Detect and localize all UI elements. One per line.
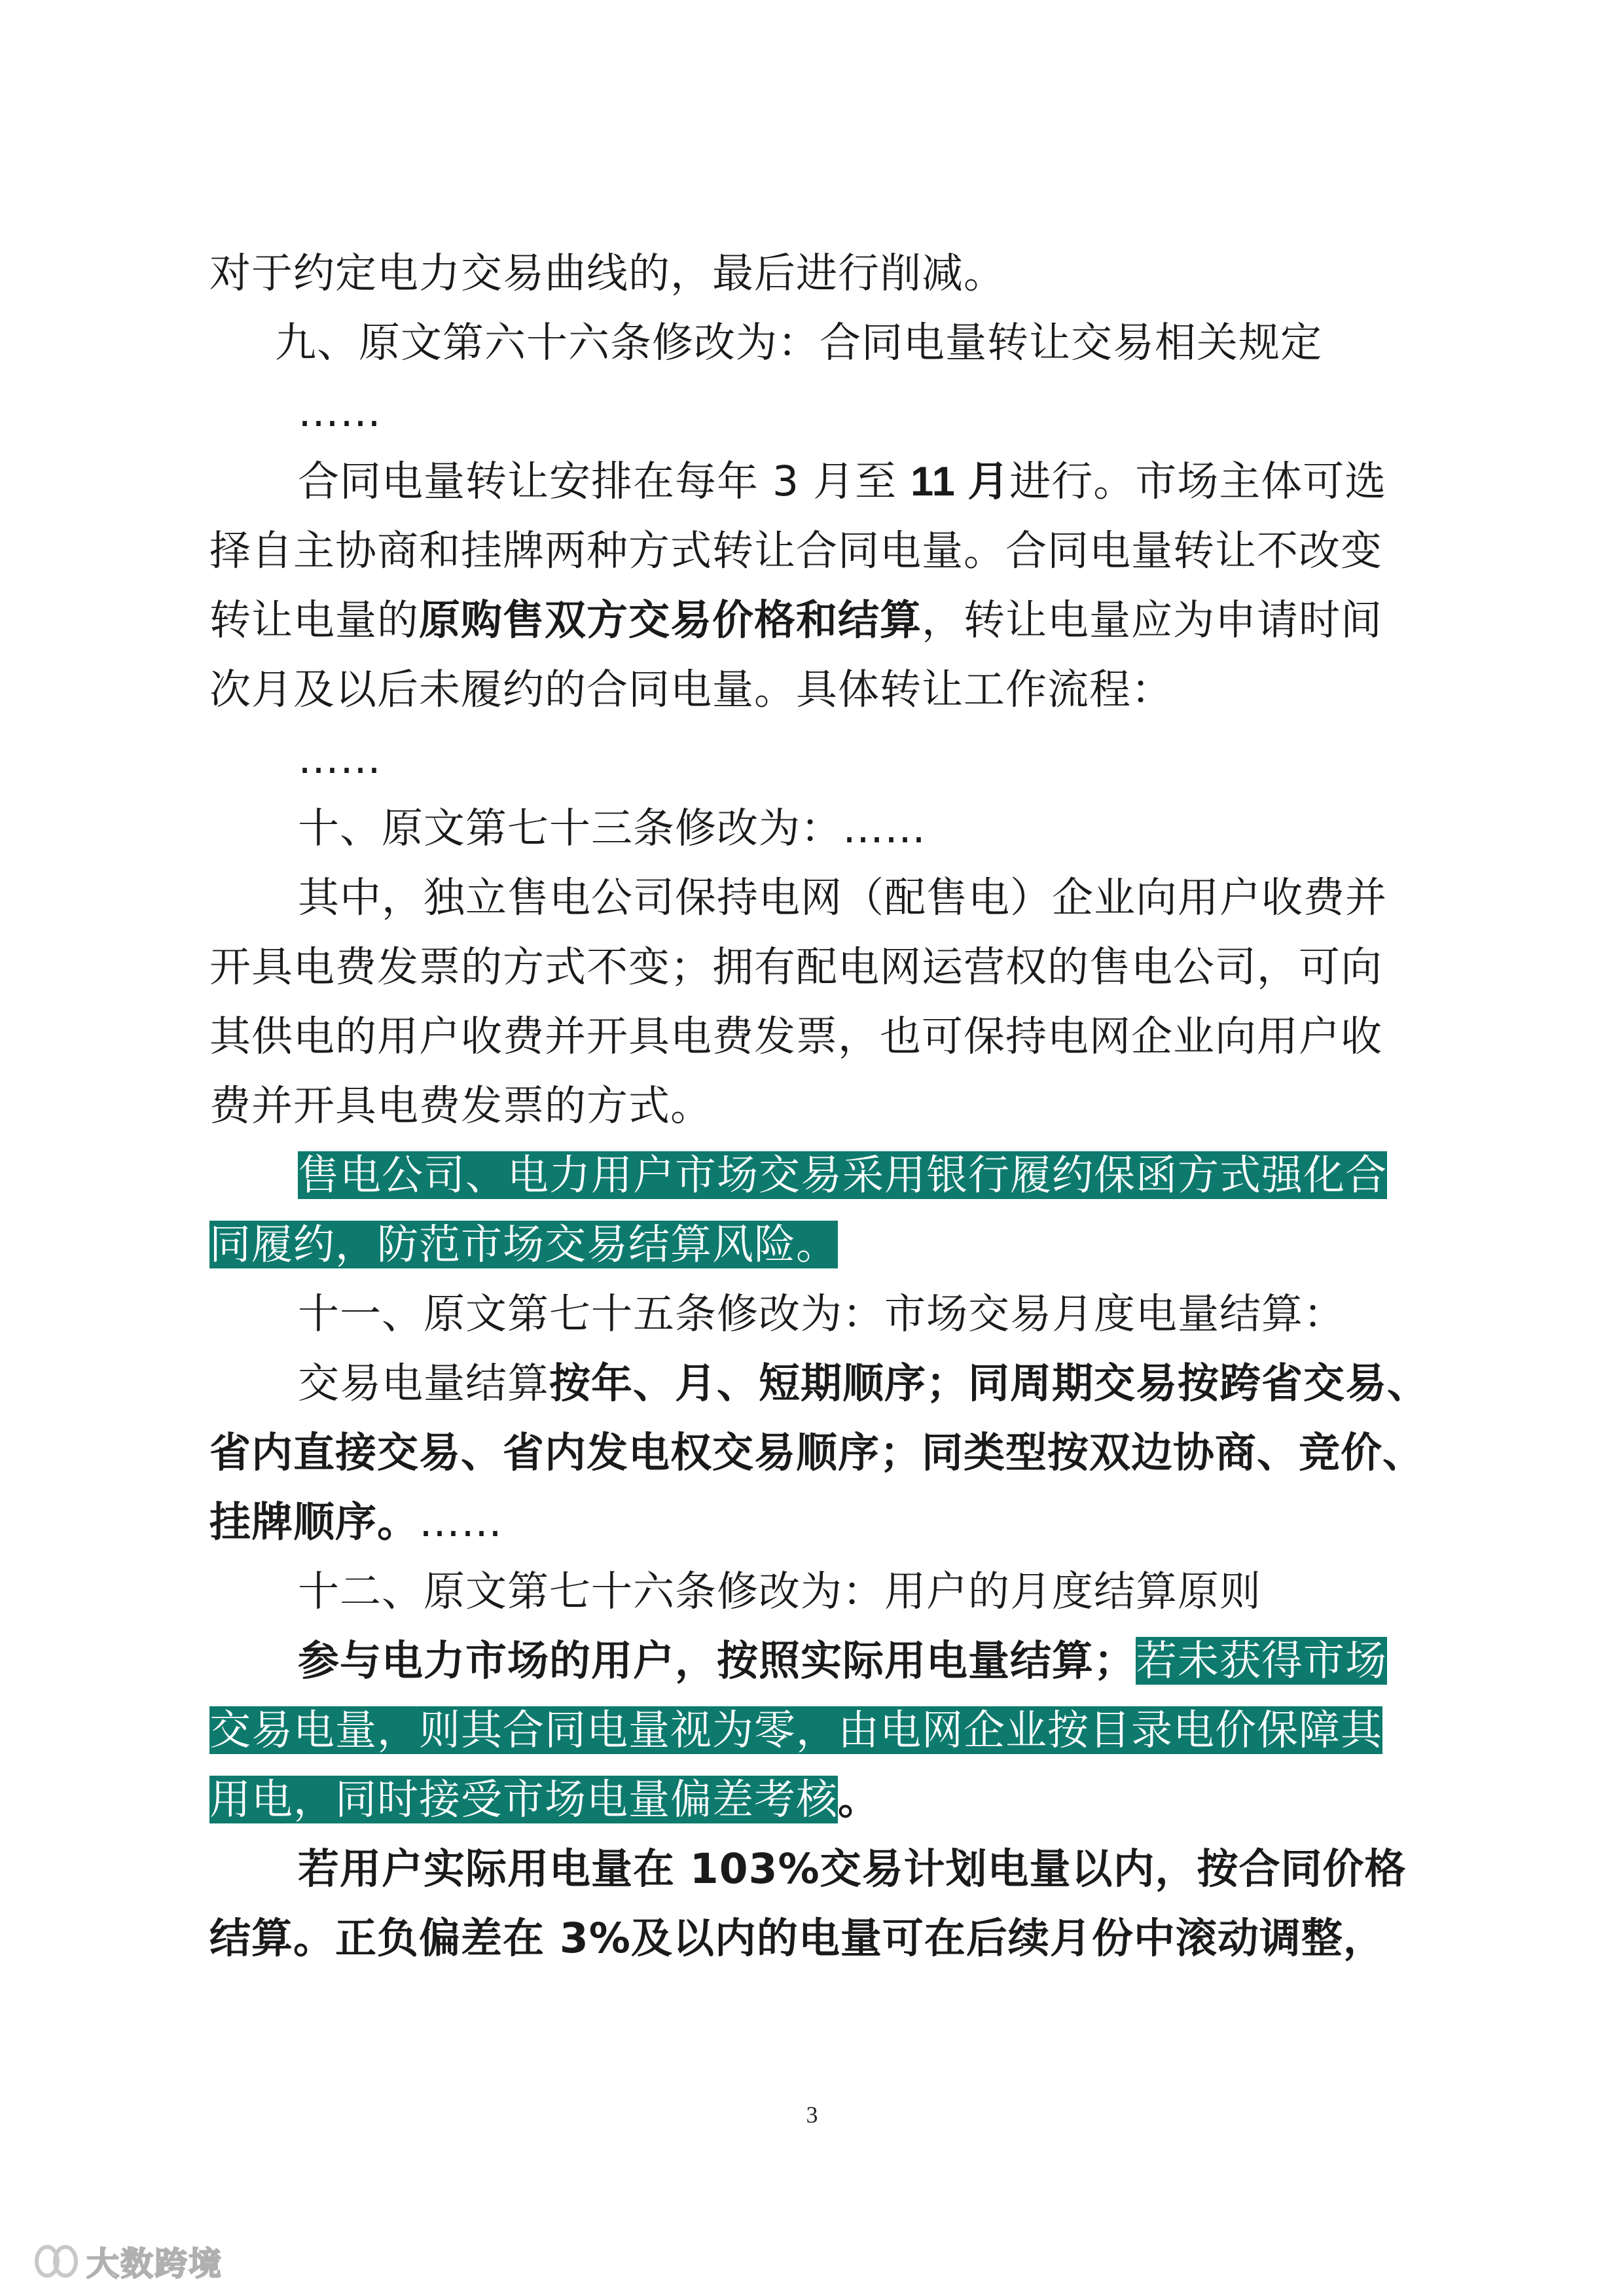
paragraph-line: 费并开具电费发票的方式。 — [209, 1082, 712, 1130]
paragraph-line: 次月及以后未履约的合同电量。具体转让工作流程： — [209, 666, 1173, 713]
paragraph-line: 转让电量的原购售双方交易价格和结算，转让电量应为申请时间 — [209, 596, 1382, 644]
paragraph-line: 其供电的用户收费并开具电费发票，也可保持电网企业向用户收 — [209, 1013, 1382, 1060]
section-heading: 十、原文第七十三条修改为：…… — [298, 804, 926, 852]
watermark-logo-icon — [33, 2241, 80, 2282]
section-heading: 九、原文第六十六条修改为：合同电量转让交易相关规定 — [275, 319, 1322, 367]
highlighted-line: 售电公司、电力用户市场交易采用银行履约保函方式强化合 — [298, 1151, 1387, 1199]
watermark-text: 大数跨境 — [86, 2245, 223, 2283]
page-number: 3 — [806, 2102, 818, 2128]
paragraph-line: 参与电力市场的用户，按照实际用电量结算；若未获得市场 — [298, 1637, 1387, 1685]
paragraph-line: 其中，独立售电公司保持电网（配售电）企业向用户收费并 — [298, 874, 1387, 922]
paragraph-line: 交易电量结算按年、月、短期顺序；同周期交易按跨省交易、 — [298, 1359, 1429, 1407]
section-heading: 十一、原文第七十五条修改为：市场交易月度电量结算： — [298, 1290, 1345, 1338]
ellipsis-line: …… — [298, 388, 382, 436]
paragraph-line: 结算。正负偏差在 3%及以内的电量可在后续月份中滚动调整， — [209, 1914, 1385, 1962]
ellipsis-line: …… — [298, 735, 382, 783]
paragraph-line: 合同电量转让安排在每年 3 月至 11 月进行。市场主体可选 — [298, 457, 1387, 505]
paragraph-line: 省内直接交易、省内发电权交易顺序；同类型按双边协商、竞价、 — [209, 1429, 1424, 1477]
watermark — [33, 2238, 223, 2284]
paragraph-line: 开具电费发票的方式不变；拥有配电网运营权的售电公司，可向 — [209, 943, 1382, 991]
paragraph-line: 若用户实际用电量在 103%交易计划电量以内，按合同价格 — [298, 1845, 1407, 1893]
section-heading: 十二、原文第七十六条修改为：用户的月度结算原则 — [298, 1568, 1261, 1615]
paragraph-line: 对于约定电力交易曲线的，最后进行削减。 — [209, 249, 1005, 297]
highlighted-line: 交易电量，则其合同电量视为零，由电网企业按目录电价保障其 — [209, 1706, 1382, 1754]
highlighted-line: 同履约，防范市场交易结算风险。 — [209, 1221, 838, 1268]
highlighted-line: 用电，同时接受市场电量偏差考核。 — [209, 1776, 880, 1823]
paragraph-line: 择自主协商和挂牌两种方式转让合同电量。合同电量转让不改变 — [209, 527, 1382, 575]
paragraph-line: 挂牌顺序。…… — [209, 1498, 503, 1546]
